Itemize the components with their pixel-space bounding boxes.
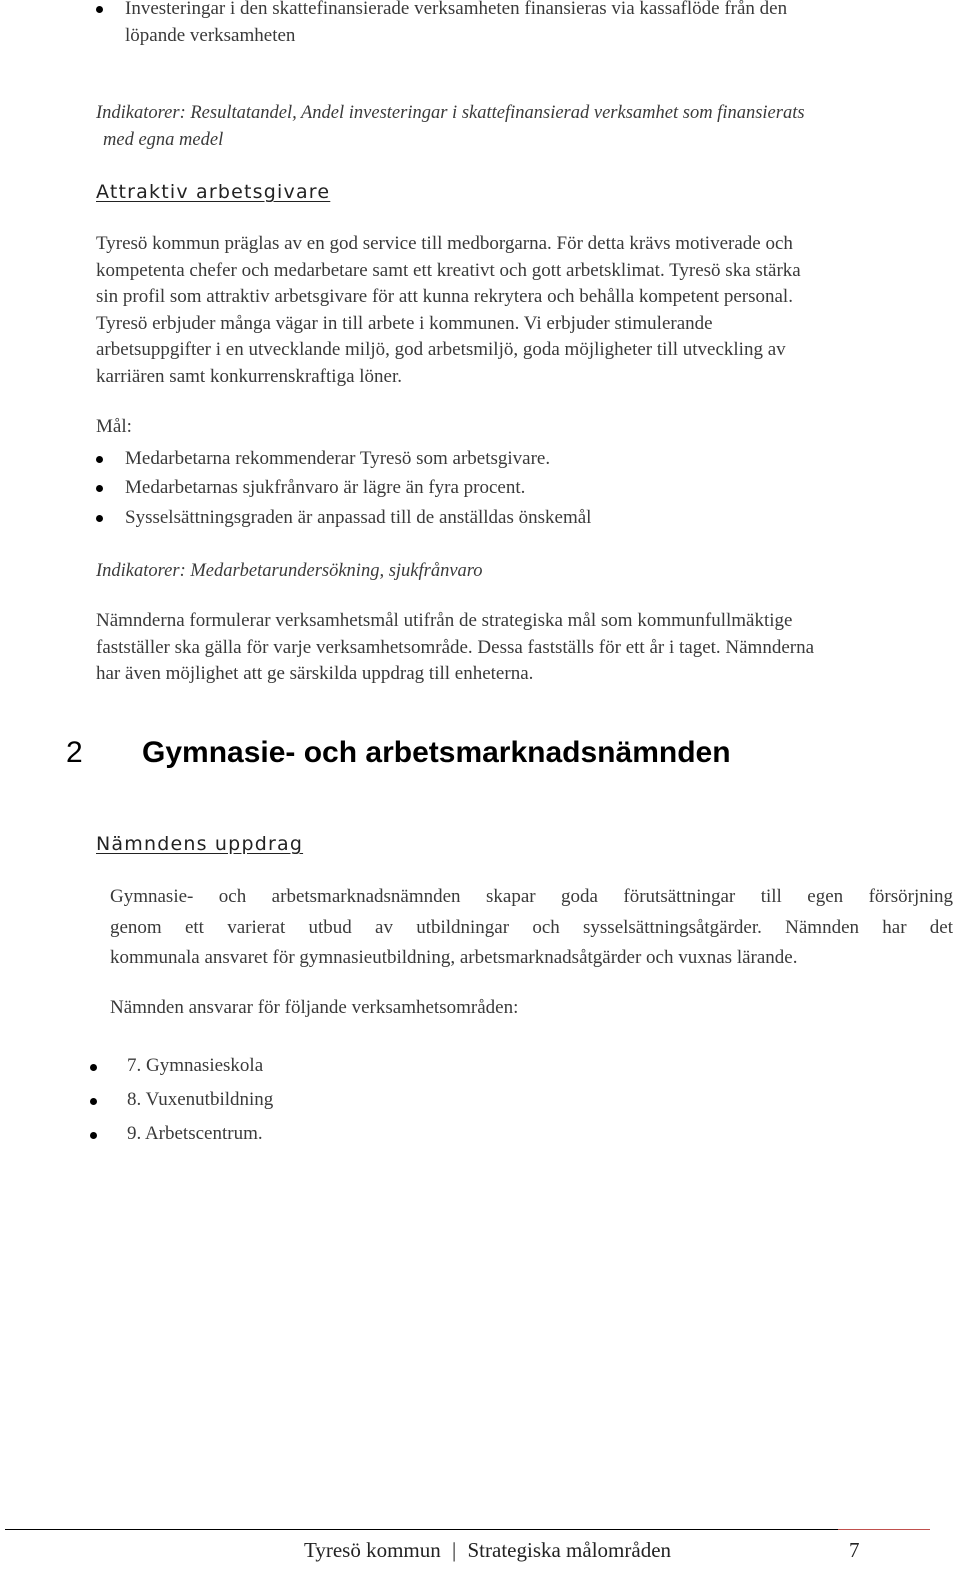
bullet-dot <box>90 1098 97 1105</box>
paragraph-line: Tyresö erbjuder många vägar in till arbete i kommunen. Vi erbjuder stimulerande <box>96 312 713 334</box>
indicators-finance: Indikatorer: Resultatandel, Andel investeringar i skattefinansierad verksamhet som finansierats med egna medel <box>96 103 805 150</box>
page-number: 7 <box>849 1538 860 1562</box>
paragraph-uppdrag <box>110 882 953 974</box>
footer-text <box>304 1538 671 1563</box>
paragraph-line: kommunala ansvaret för gymnasieutbildning, arbetsmarknadsåtgärder och vuxnas lärande. <box>110 947 798 968</box>
footer-doc-title: Strategiska målområden <box>467 1538 672 1562</box>
goal-item: Medarbetarna rekommenderar Tyresö som arbetsgivare. <box>125 448 551 469</box>
paragraph-line: arbetsuppgifter i en utvecklande miljö, god arbetsmiljö, goda möjligheter till utveckling av <box>96 339 786 360</box>
chapter-title: Gymnasie- och arbetsmarknadsnämnden <box>142 736 731 769</box>
paragraph-line: sin profil som attraktiv arbetsgivare för att kunna rekrytera och behålla kompetent personal. <box>96 286 793 307</box>
goal-item: Sysselsättningsgraden är anpassad till de anställdas önskemål <box>125 507 592 528</box>
paragraph-line: Nämnderna formulerar verksamhetsmål utifrån de strategiska mål som kommunfullmäktige <box>96 610 793 631</box>
chapter-number: 2 <box>66 736 83 769</box>
paragraph-line: genom ett varierat utbud av utbildningar och sysselsättningsåtgärder. Nämnden har det <box>110 916 953 938</box>
area-item: 8. Vuxenutbildning <box>127 1089 274 1110</box>
top-bullet-text: Investeringar i den skattefinansierade verksamheten finansieras via kassaflöde från den löpande verksamheten <box>125 0 788 46</box>
bullet-dot <box>96 456 103 463</box>
bullet-dot <box>90 1132 97 1139</box>
goals-label: Mål: <box>96 416 132 437</box>
paragraph-line: karriären samt konkurrenskraftiga löner. <box>96 365 402 387</box>
area-item: 9. Arbetscentrum. <box>127 1123 263 1144</box>
footer-separator: | <box>452 1538 457 1562</box>
paragraph-line: fastställer ska gälla för varje verksamhetsområde. Dessa fastställs för ett år i taget. Nämnderna <box>96 636 815 658</box>
section-heading-uppdrag: Nämndens uppdrag <box>96 833 304 855</box>
area-item: 7. Gymnasieskola <box>127 1055 264 1076</box>
bullet-dot <box>90 1064 97 1071</box>
bullet-dot <box>96 515 103 522</box>
section-heading-attraktiv: Attraktiv arbetsgivare <box>96 181 331 203</box>
paragraph-line: Tyresö kommun präglas av en god service till medborgarna. För detta krävs motiverade och <box>96 233 793 254</box>
bullet-dot <box>96 6 103 13</box>
areas-intro: Nämnden ansvarar för följande verksamhetsområden: <box>110 997 519 1018</box>
paragraph-line: har även möjlighet att ge särskilda uppdrag till enheterna. <box>96 663 534 684</box>
paragraph-line: kompetenta chefer och medarbetare samt ett kreativt och gott arbetsklimat. Tyresö ska stärka <box>96 259 801 281</box>
footer-org: Tyresö kommun <box>304 1538 441 1562</box>
goal-item: Medarbetarnas sjukfrånvaro är lägre än fyra procent. <box>125 477 526 498</box>
bullet-dot <box>96 485 103 492</box>
footer-rule <box>5 1529 838 1530</box>
indicators-employees: Indikatorer: Medarbetarundersökning, sjukfrånvaro <box>96 561 483 581</box>
paragraph-line: Gymnasie- och arbetsmarknadsnämnden skapar goda förutsättningar till egen försörjning <box>110 886 953 907</box>
paragraph-attraktiv <box>96 231 801 390</box>
closing-paragraph <box>96 608 814 688</box>
footer-accent-rule <box>838 1529 930 1530</box>
